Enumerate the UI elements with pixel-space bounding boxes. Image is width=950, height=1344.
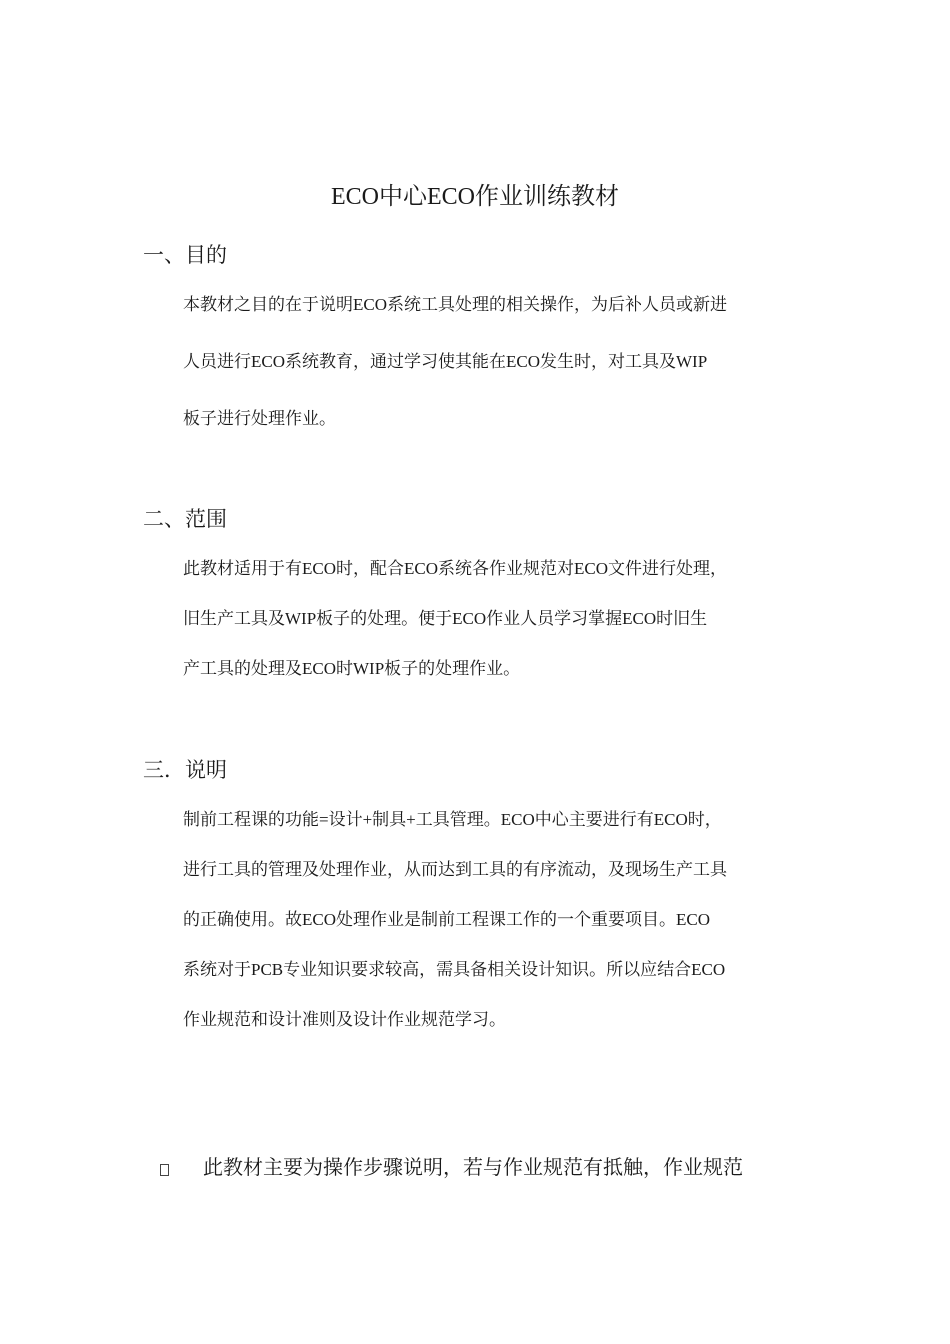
section-body-description <box>183 805 823 1055</box>
paragraph-line: 系统对于PCB专业知识要求较高，需具备相关设计知识。所以应结合ECO <box>183 960 726 979</box>
document-title: ECO中心ECO作业训练教材 <box>331 184 619 210</box>
missing-glyph-box-icon <box>160 1153 203 1185</box>
note-bullet-item <box>160 1152 820 1185</box>
section-heading-description: 三．说明 <box>143 758 227 782</box>
paragraph-line: 人员进行ECO系统教育，通过学习使其能在ECO发生时，对工具及WIP <box>183 352 708 371</box>
paragraph-line: 的正确使用。故ECO处理作业是制前工程课工作的一个重要项目。ECO <box>183 910 710 929</box>
paragraph-line: 产工具的处理及ECO时WIP板子的处理作业。 <box>183 659 521 678</box>
note-text: 此教材主要为操作步骤说明，若与作业规范有抵触，作业规范 <box>203 1157 743 1179</box>
paragraph-line: 制前工程课的功能=设计+制具+工具管理。ECO中心主要进行有ECO时， <box>183 810 722 829</box>
paragraph-line: 此教材适用于有ECO时，配合ECO系统各作业规范对ECO文件进行处理， <box>183 559 727 578</box>
paragraph-line: 进行工具的管理及处理作业，从而达到工具的有序流动，及现场生产工具 <box>183 860 727 879</box>
paragraph-line: 作业规范和设计准则及设计作业规范学习。 <box>183 1010 506 1029</box>
paragraph-line: 本教材之目的在于说明ECO系统工具处理的相关操作，为后补人员或新进 <box>183 295 727 314</box>
section-body-scope <box>183 554 823 704</box>
section-heading-purpose: 一、目的 <box>143 243 227 267</box>
section-body-purpose <box>183 290 823 461</box>
paragraph-line: 旧生产工具及WIP板子的处理。便于ECO作业人员学习掌握ECO时旧生 <box>183 609 708 628</box>
paragraph-line: 板子进行处理作业。 <box>183 409 336 428</box>
section-heading-scope: 二、范围 <box>143 507 227 531</box>
